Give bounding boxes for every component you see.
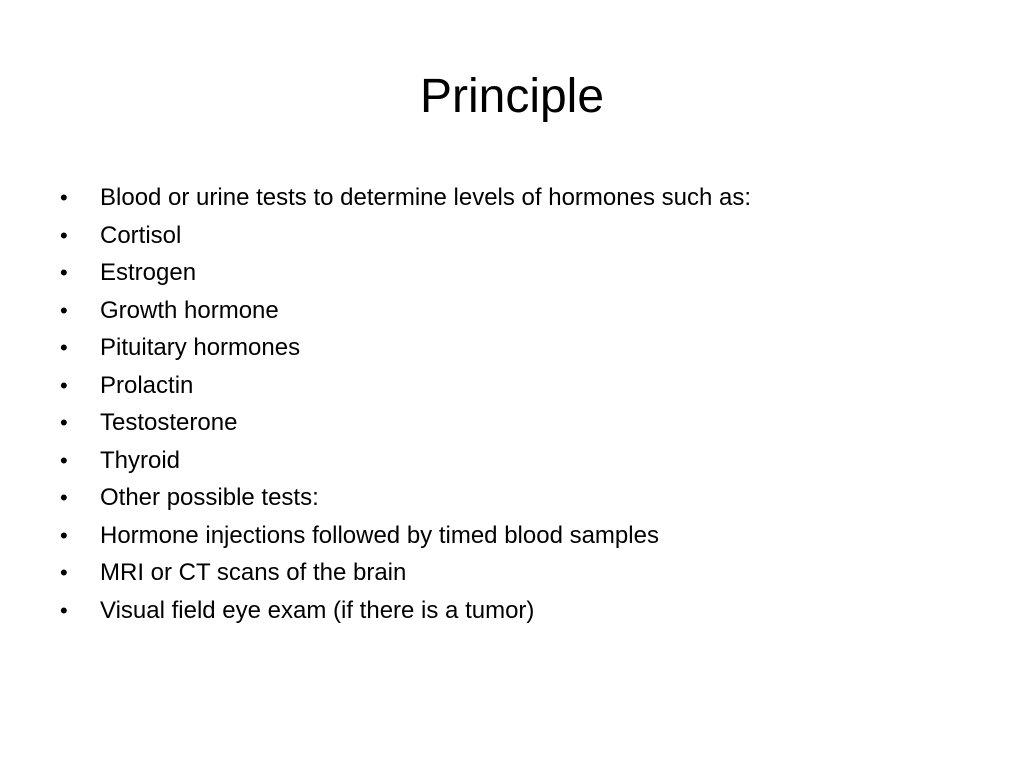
bullet-text: Growth hormone bbox=[100, 296, 279, 324]
bullet-item bbox=[60, 179, 980, 217]
bullet-item bbox=[60, 254, 980, 292]
slide-title: Principle bbox=[419, 70, 605, 123]
bullet-icon: • bbox=[60, 372, 68, 398]
bullet-text: MRI or CT scans of the brain bbox=[100, 559, 407, 586]
bullet-icon: • bbox=[60, 597, 68, 623]
bullet-text: Thyroid bbox=[100, 446, 181, 474]
bullet-icon: • bbox=[60, 485, 68, 510]
bullet-icon: • bbox=[60, 222, 68, 248]
bullet-item bbox=[60, 292, 980, 330]
bullet-item bbox=[60, 329, 980, 367]
bullet-list bbox=[60, 179, 980, 629]
bullet-text: Hormone injections followed by timed blood samples bbox=[100, 521, 659, 549]
bullet-icon: • bbox=[60, 447, 68, 473]
bullet-icon: • bbox=[60, 185, 68, 210]
bullet-text: Testosterone bbox=[100, 409, 238, 436]
bullet-item bbox=[60, 554, 980, 592]
bullet-item bbox=[60, 367, 980, 405]
bullet-text: Visual field eye exam (if there is a tumor) bbox=[100, 596, 535, 624]
bullet-text: Pituitary hormones bbox=[100, 334, 301, 361]
bullet-text: Prolactin bbox=[100, 371, 194, 399]
bullet-icon: • bbox=[60, 410, 68, 435]
bullet-icon: • bbox=[60, 260, 68, 285]
bullet-item bbox=[60, 592, 980, 630]
bullet-icon: • bbox=[60, 522, 68, 548]
bullet-text: Other possible tests: bbox=[100, 484, 319, 511]
bullet-text: Blood or urine tests to determine levels of hormones such as: bbox=[100, 184, 751, 211]
bullet-item bbox=[60, 217, 980, 255]
bullet-item bbox=[60, 404, 980, 442]
bullet-text: Estrogen bbox=[100, 259, 197, 286]
bullet-icon: • bbox=[60, 560, 68, 585]
bullet-item bbox=[60, 442, 980, 480]
bullet-text: Cortisol bbox=[100, 221, 182, 249]
bullet-icon: • bbox=[60, 297, 68, 323]
bullet-item bbox=[60, 517, 980, 555]
bullet-item bbox=[60, 479, 980, 517]
bullet-icon: • bbox=[60, 335, 68, 360]
